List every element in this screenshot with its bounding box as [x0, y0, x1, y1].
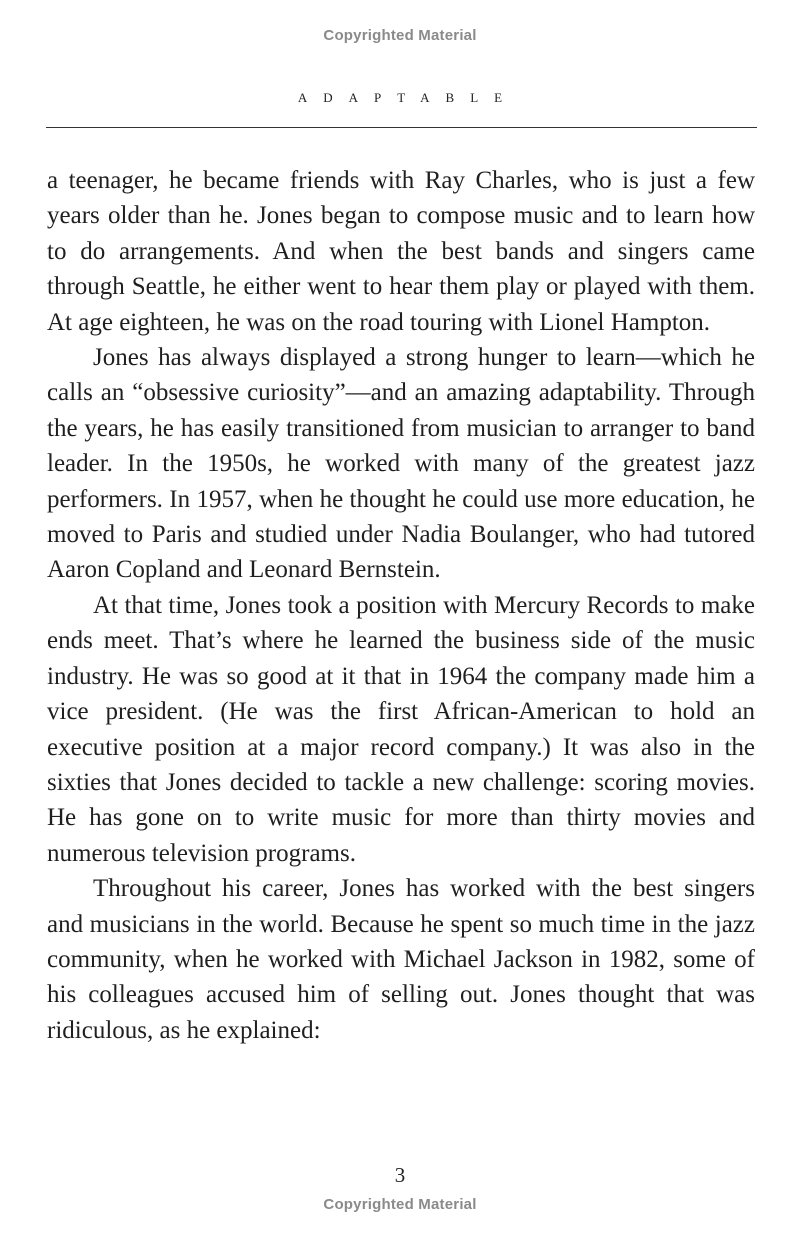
copyright-watermark-bottom: Copyrighted Material [323, 1196, 477, 1213]
page-number: 3 [394, 1163, 406, 1187]
header-rule [46, 127, 757, 128]
copyright-watermark-top: Copyrighted Material [323, 27, 477, 44]
paragraph-4: Throughout his career, Jones has worked with the best singers and musicians in the world. Because he spent so much time in the jazz community, when he worked with Michael Jackson in 1982, some of his colleagues accused him of selling out. Jones thought that was ridiculous, as he explained: [47, 875, 755, 1044]
paragraph-3: At that time, Jones took a position with Mercury Records to make ends meet. That’s where he learned the business side of the music industry. He was so good at it that in 1964 the company made him a vice president. (He was the first African-American to hold an executive position at a major record company.) It was also in the sixties that Jones decided to tackle a new challenge: scoring movies. He has gone on to write music for more than thirty movies and numerous television programs. [47, 591, 755, 867]
paragraph-1: a teenager, he became friends with Ray Charles, who is just a few years older than he. Jones began to compose music and to learn how to do arrangements. And when the best bands and singers came through Seattle, he either went to hear them play or played with them. At age eighteen, he was on the road touring with Lionel Hampton. [47, 167, 755, 336]
paragraph-2: Jones has always displayed a strong hunger to learn—which he calls an “obsessive curiosity”—and an amazing adaptability. Through the years, he has easily transitioned from musician to arranger to band leader. In the 1950s, he worked with many of the greatest jazz performers. In 1957, when he thought he could use more education, he moved to Paris and studied under Nadia Boulanger, who had tutored Aaron Copland and Leonard Bernstein. [47, 344, 755, 584]
running-head: ADAPTABLE [297, 90, 519, 105]
body-text [47, 163, 755, 1048]
